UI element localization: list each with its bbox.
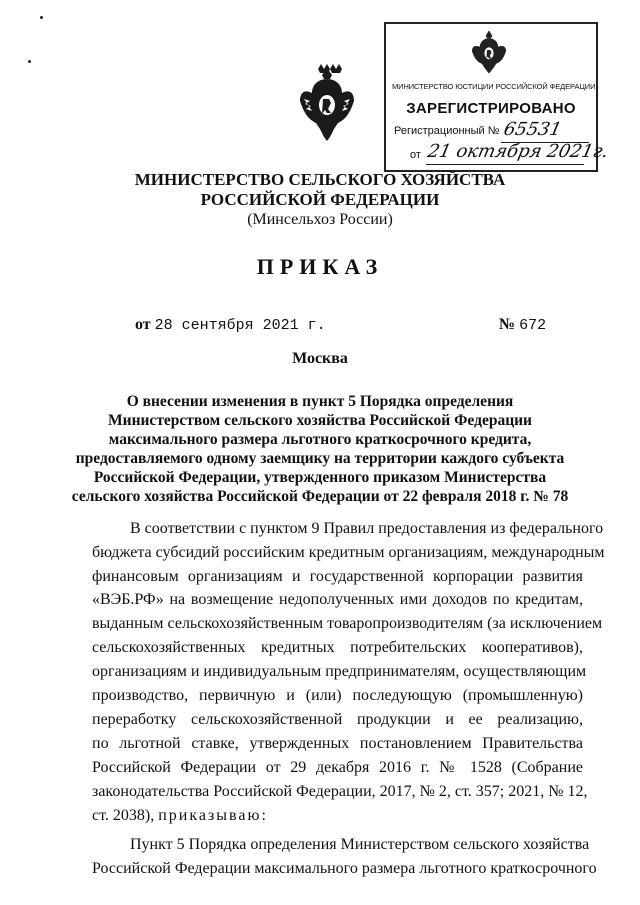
stamp-registration-number: 65531: [501, 119, 564, 140]
stamp-registration-label: Регистрационный №: [394, 125, 500, 137]
body-line: производство, первичную и (или) последующую (промышленную): [92, 687, 583, 704]
order-number: [499, 316, 546, 334]
order-number-value: 672: [519, 317, 547, 334]
document-type-title: ПРИКАЗ: [256, 254, 384, 279]
title-line: сельского хозяйства Российской Федерации от 22 февраля 2018 г. № 78: [71, 488, 569, 505]
order-date-value: 28 сентября 2021 г.: [154, 317, 326, 334]
body-line: «ВЭБ.РФ» на возмещение недополученных ими доходов по кредитам,: [92, 591, 583, 608]
ministry-name-line1: МИНИСТЕРСТВО СЕЛЬСКОГО ХОЗЯЙСТВА: [134, 170, 506, 189]
body-line: по льготной ставке, утвержденных постановлением Правительства: [92, 735, 583, 752]
body-line-text: ст. 2038),: [92, 807, 155, 824]
order-command: приказываю:: [158, 807, 268, 824]
body-line: Российской Федерации от 29 декабря 2016 г. № 1528 (Собрание: [92, 759, 583, 776]
body-line: [92, 807, 583, 825]
coat-of-arms-emblem: [298, 63, 356, 143]
title-line: предоставляемого одному заемщику на территории каждого субъекта: [75, 450, 565, 467]
title-line: Российской Федерации, утвержденного приказом Министерства: [93, 469, 547, 486]
order-date-prefix: от: [135, 316, 151, 333]
stamp-date-prefix: от: [410, 149, 421, 161]
title-line: максимального размера льготного краткосрочного кредита,: [108, 431, 532, 448]
body-line: законодательства Российской Федерации, 2017, № 2, ст. 357; 2021, № 12,: [92, 783, 588, 800]
body-line: организациям и индивидуальным предпринимателям, осуществляющим: [92, 663, 587, 680]
stamp-ministry-text: МИНИСТЕРСТВО ЮСТИЦИИ РОССИЙСКОЙ ФЕДЕРАЦИИ: [392, 82, 596, 91]
stamp-date-value: 21 октября 2021г.: [425, 141, 611, 162]
stamp-date-underline: [426, 164, 584, 165]
stamp-registered-text: ЗАРЕГИСТРИРОВАНО: [406, 100, 576, 117]
scan-speck: [40, 16, 43, 19]
body-line: Пункт 5 Порядка определения Министерством сельского хозяйства: [130, 836, 590, 853]
stamp-emblem: [470, 29, 508, 75]
body-line: финансовым организациям и государственной корпорации развития: [92, 568, 583, 585]
order-number-prefix: №: [499, 316, 516, 333]
title-line: Министерством сельского хозяйства Российской Федерации: [108, 412, 532, 429]
ministry-short-name: (Минсельхоз России): [247, 211, 393, 228]
scan-speck: [28, 60, 31, 63]
body-line: В соответствии с пунктом 9 Правил предоставления из федерального: [130, 520, 604, 537]
ministry-name-line2: РОССИЙСКОЙ ФЕДЕРАЦИИ: [200, 190, 440, 209]
body-line: Российской Федерации максимального размера льготного краткосрочного: [92, 860, 597, 877]
body-line: переработку сельскохозяйственной продукции и ее реализацию,: [92, 711, 583, 728]
order-date: [135, 316, 326, 334]
city: Москва: [292, 350, 348, 367]
body-line: бюджета субсидий российским кредитным организациям, международным: [92, 544, 605, 561]
body-line: выданным сельскохозяйственным товаропроизводителям (за исключением: [92, 615, 603, 632]
title-line: О внесении изменения в пункт 5 Порядка определения: [126, 393, 514, 410]
registration-stamp: [384, 22, 611, 172]
body-line: сельскохозяйственных кредитных потребительских кооперативов),: [92, 639, 583, 656]
